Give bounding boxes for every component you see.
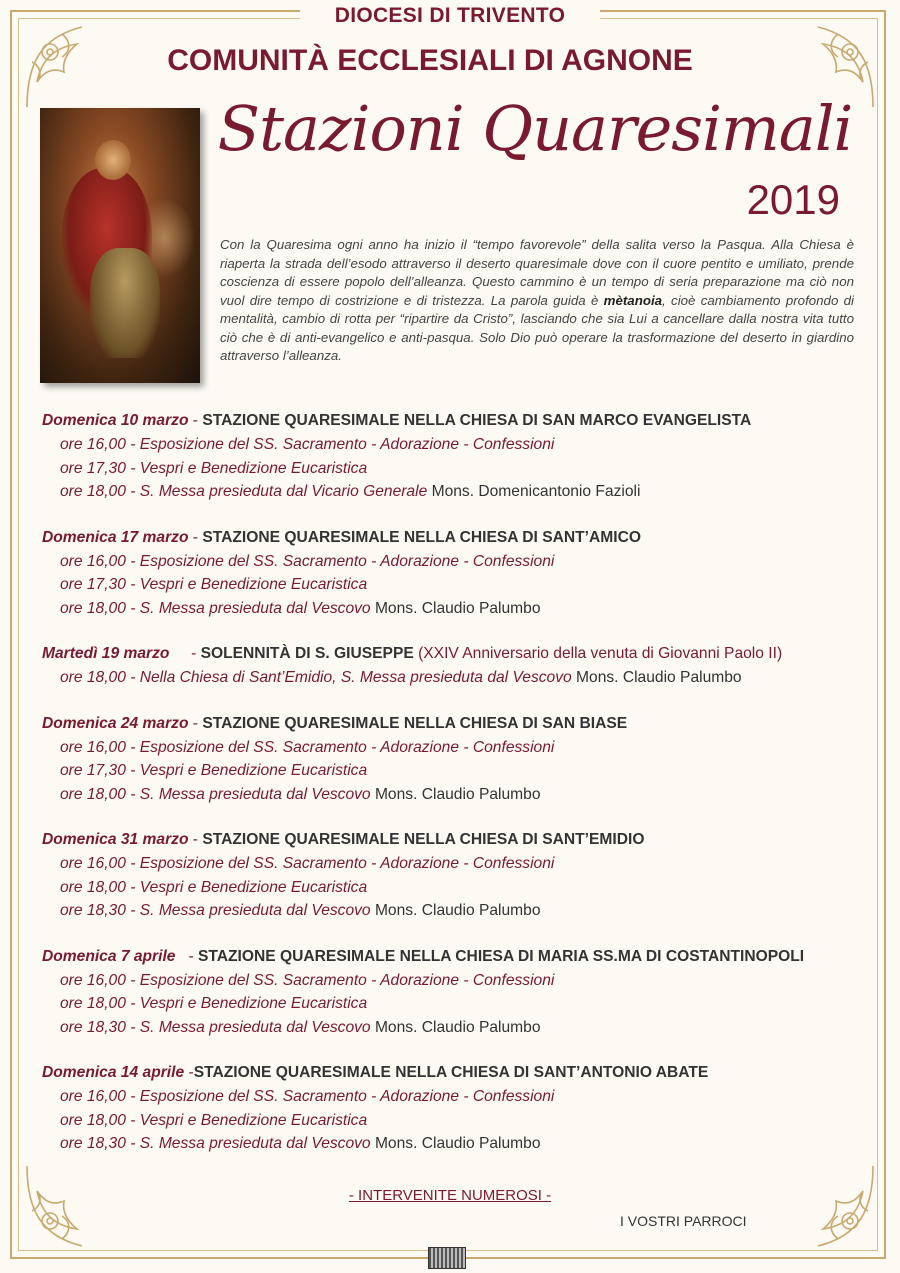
event-time-line	[42, 876, 872, 900]
prodigal-son-painting	[40, 108, 200, 383]
time-line-text: ore 17,30 - Vespri e Benedizione Eucaristica	[60, 762, 368, 779]
event-title: STAZIONE QUARESIMALE NELLA CHIESA DI MARIA SS.MA DI COSTANTINOPOLI	[198, 947, 805, 965]
time-line-text: ore 16,00 - Esposizione del SS. Sacramento - Adorazione - Confessioni	[60, 738, 555, 756]
event-time-line	[42, 899, 872, 923]
event-heading	[42, 1061, 872, 1085]
time-line-text: ore 16,00 - Esposizione del SS. Sacramento - Adorazione - Confessioni	[60, 855, 555, 872]
schedule-event	[42, 642, 872, 690]
community-name: COMUNITÀ ECCLESIALI DI AGNONE	[167, 44, 693, 77]
time-line-text: ore 16,00 - Esposizione del SS. Sacramento - Adorazione - Confessioni	[60, 1088, 555, 1105]
time-line-text: ore 17,30 - Vespri e Benedizione Eucaristica	[60, 459, 368, 477]
celebrant-name: Mons. Domenicantonio Fazioli	[431, 483, 641, 500]
schedule-event	[42, 828, 872, 923]
schedule-list	[42, 409, 872, 1178]
celebrant-name: Mons. Claudio Palumbo	[374, 785, 541, 803]
event-separator: -	[175, 947, 198, 965]
time-line-text: ore 18,30 - S. Messa presieduta dal Vescovo	[60, 902, 375, 919]
event-title: SOLENNITÀ DI S. GIUSEPPE	[200, 645, 419, 662]
event-heading	[42, 642, 872, 666]
time-line-text: ore 16,00 - Esposizione del SS. Sacramento - Adorazione - Confessioni	[60, 552, 555, 570]
poster-year: 2019	[746, 176, 840, 223]
event-date: Domenica 24 marzo	[42, 714, 189, 732]
event-heading	[42, 828, 872, 852]
event-time-line	[42, 480, 872, 504]
event-date: Martedì 19 marzo	[42, 645, 170, 662]
event-title: STAZIONE QUARESIMALE NELLA CHIESA DI SAN BIASE	[202, 714, 628, 732]
time-line-text: ore 16,00 - Esposizione del SS. Sacramento - Adorazione - Confessioni	[60, 436, 555, 453]
celebrant-name: Mons. Claudio Palumbo	[576, 669, 742, 686]
time-line-text: ore 18,00 - S. Messa presieduta dal Vicario Generale	[60, 483, 432, 500]
celebrant-name: Mons. Claudio Palumbo	[374, 1135, 541, 1152]
event-title: STAZIONE QUARESIMALE NELLA CHIESA DI SANT’AMICO	[202, 528, 641, 546]
time-line-text: ore 18,00 - S. Messa presieduta dal Vescovo	[60, 599, 375, 617]
event-time-line	[42, 1016, 872, 1040]
celebrant-name: Mons. Claudio Palumbo	[374, 1018, 541, 1036]
time-line-text: ore 16,00 - Esposizione del SS. Sacramento - Adorazione - Confessioni	[60, 971, 555, 989]
event-separator: -	[188, 528, 203, 546]
intro-text-part2: , cioè cambiamento profondo di mentalità, cambio di rotta per “ripartire da Cristo”, lasciando che sia Lui a cancellare dalla nostra vita tutto ciò che è di anti-evangelico e anti-pasqua. Solo Dio può operare la trasformazione del deserto in giardino attraverso l’alleanza.	[220, 292, 854, 363]
time-line-text: ore 18,00 - Nella Chiesa di Sant’Emidio, S. Messa presieduta dal Vescovo	[60, 669, 577, 686]
event-heading	[42, 945, 872, 969]
event-time-line	[42, 759, 872, 783]
time-line-text: ore 18,30 - S. Messa presieduta dal Vescovo	[60, 1135, 375, 1152]
event-heading	[42, 526, 872, 550]
event-time-line	[42, 1132, 872, 1156]
event-time-line	[42, 597, 872, 621]
time-line-text: ore 18,00 - S. Messa presieduta dal Vescovo	[60, 785, 375, 803]
event-time-line	[42, 969, 872, 993]
event-separator: -	[188, 412, 203, 429]
event-note: (XXIV Anniversario della venuta di Giovanni Paolo II)	[418, 645, 783, 662]
event-separator: -	[184, 1064, 194, 1081]
event-title: STAZIONE QUARESIMALE NELLA CHIESA DI SANT’ANTONIO ABATE	[193, 1064, 709, 1081]
schedule-event	[42, 526, 872, 621]
celebrant-name: Mons. Claudio Palumbo	[374, 599, 541, 617]
celebrant-name: Mons. Claudio Palumbo	[374, 902, 541, 919]
event-time-line	[42, 573, 872, 597]
event-time-line	[42, 666, 872, 690]
schedule-event	[42, 1061, 872, 1156]
schedule-event	[42, 945, 872, 1040]
event-date: Domenica 17 marzo	[42, 528, 189, 546]
publisher-logo	[428, 1247, 466, 1269]
event-date: Domenica 7 aprile	[42, 947, 176, 965]
closing-call: - INTERVENITE NUMEROSI -	[348, 1187, 552, 1204]
event-time-line	[42, 783, 872, 807]
schedule-event	[42, 409, 872, 504]
event-heading	[42, 712, 872, 736]
event-title: STAZIONE QUARESIMALE NELLA CHIESA DI SANT’EMIDIO	[202, 831, 645, 848]
event-time-line	[42, 433, 872, 457]
time-line-text: ore 18,00 - Vespri e Benedizione Eucaristica	[60, 1111, 368, 1129]
schedule-event	[42, 712, 872, 807]
event-time-line	[42, 992, 872, 1016]
poster-title: Stazioni Quaresimali	[217, 92, 853, 165]
event-date: Domenica 31 marzo	[42, 831, 189, 848]
event-time-line	[42, 1109, 872, 1133]
time-line-text: ore 18,30 - S. Messa presieduta dal Vescovo	[60, 1018, 375, 1036]
event-title: STAZIONE QUARESIMALE NELLA CHIESA DI SAN MARCO EVANGELISTA	[202, 412, 752, 429]
time-line-text: ore 18,00 - Vespri e Benedizione Eucaristica	[60, 878, 368, 896]
event-separator: -	[188, 714, 203, 732]
event-time-line	[42, 457, 872, 481]
signature: I VOSTRI PARROCI	[620, 1213, 747, 1229]
event-time-line	[42, 736, 872, 760]
event-time-line	[42, 550, 872, 574]
event-date: Domenica 14 aprile	[42, 1064, 185, 1081]
event-date: Domenica 10 marzo	[42, 412, 189, 429]
event-time-line	[42, 1085, 872, 1109]
time-line-text: ore 18,00 - Vespri e Benedizione Eucaristica	[60, 995, 368, 1012]
event-separator: -	[188, 831, 203, 848]
time-line-text: ore 17,30 - Vespri e Benedizione Eucaristica	[60, 576, 368, 593]
intro-paragraph	[220, 236, 854, 366]
event-time-line	[42, 852, 872, 876]
intro-keyword: mètanoia	[603, 292, 663, 308]
diocese-name: DIOCESI DI TRIVENTO	[334, 4, 566, 27]
event-separator: -	[169, 645, 201, 662]
event-heading	[42, 409, 872, 433]
intro-text-part1: Con la Quaresima ogni anno ha inizio il “tempo favorevole” della salita verso la Pasqua. Alla Chiesa è riaperta la strada dell’esodo attraverso il deserto quaresimale dove con il cuore pentito e umiliato, prende coscienza di essere popolo dell’alleanza. Questo cammino è un tempo di seria preparazione ma ciò non vuol dire tempo di costrizione e di tristezza. La parola guida è	[220, 237, 854, 308]
